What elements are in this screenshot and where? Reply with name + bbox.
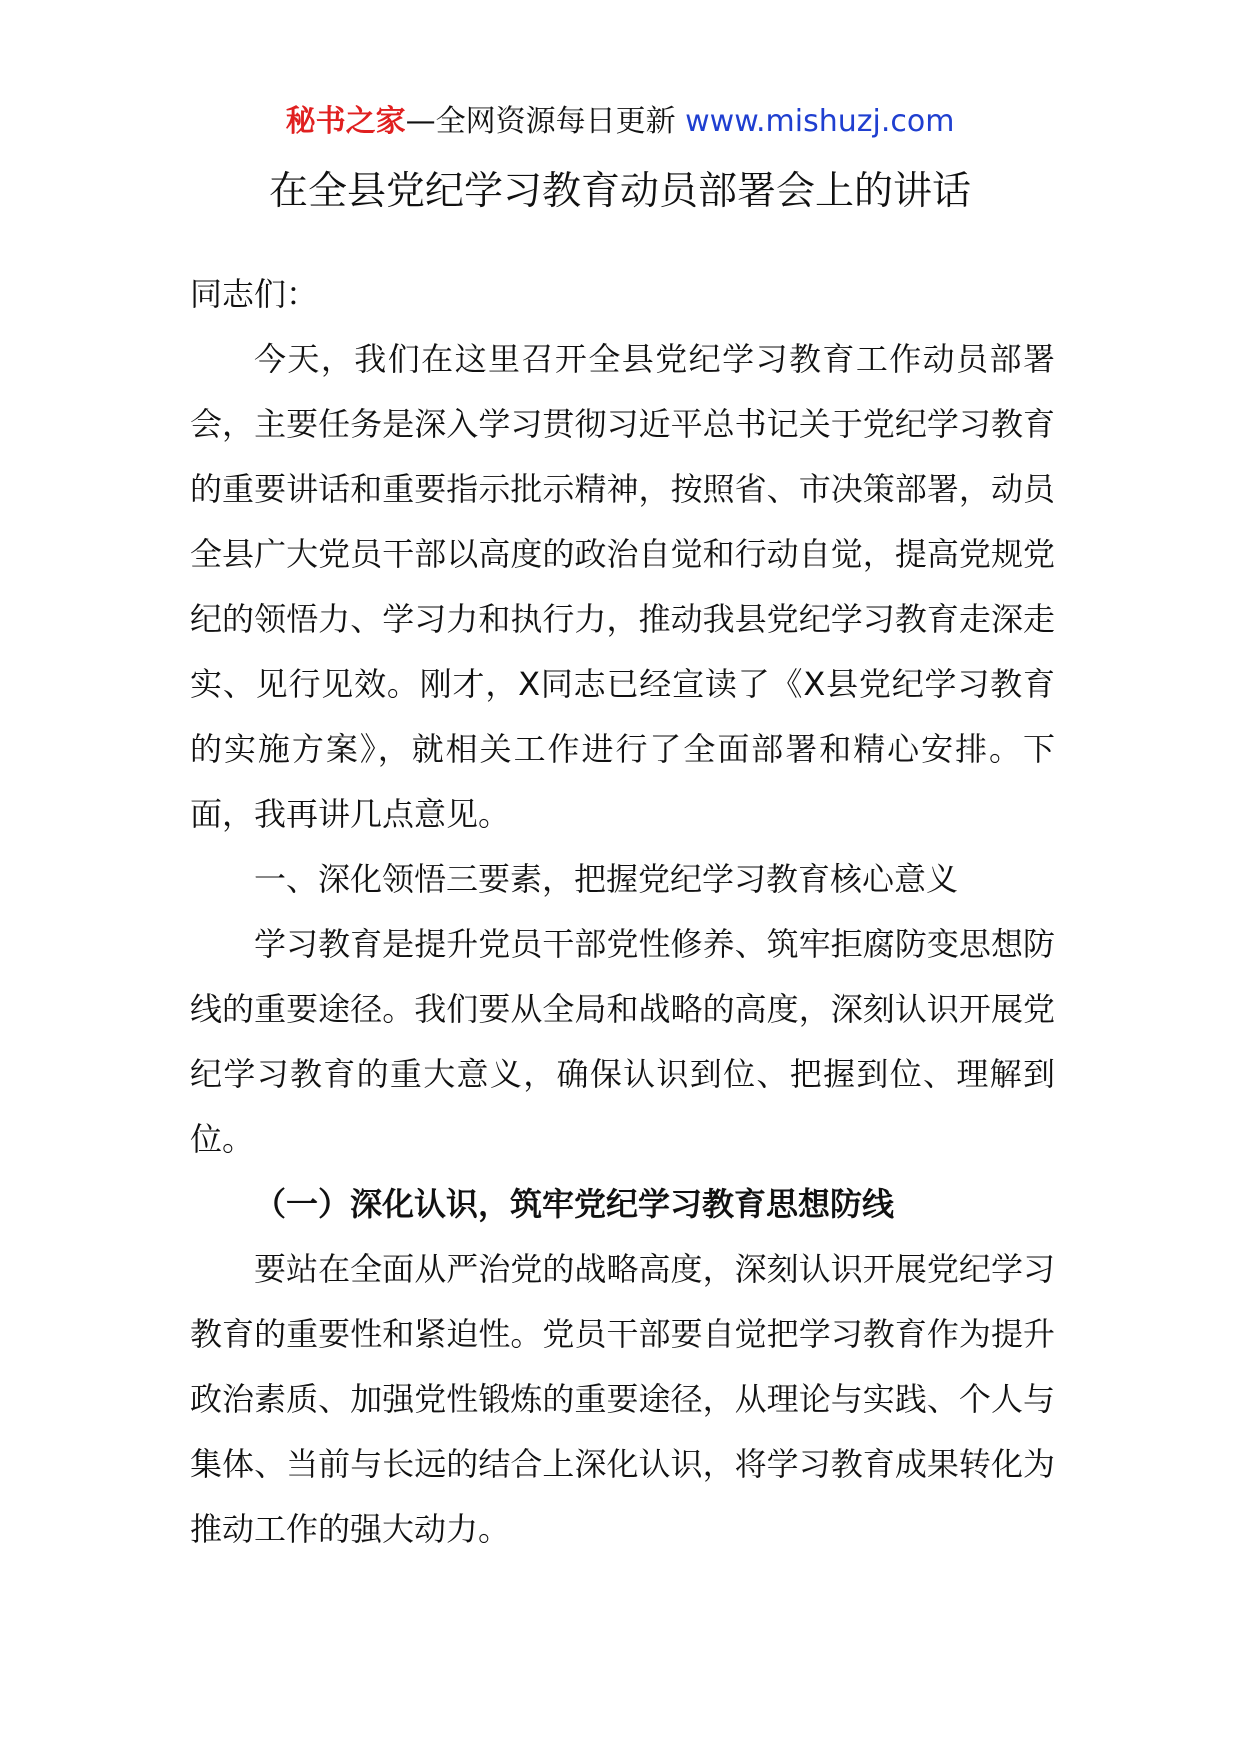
site-header [0, 100, 1240, 144]
site-brand: 秘书之家 [285, 104, 406, 139]
site-slogan: —全网资源每日更新 [405, 104, 676, 139]
paragraph-subsection-1: 要站在全面从严治党的战略高度，深刻认识开展党纪学习教育的重要性和紧迫性。党员干部要自觉把学习教育作为提升政治素质、加强党性锻炼的重要途径，从理论与实践、个人与集体、当前与长远的结合上深化认识，将学习教育成果转化为推动工作的强大动力。 [190, 1250, 1055, 1548]
site-url: www.mishuzj.com [685, 104, 955, 139]
paragraph-section-1: 学习教育是提升党员干部党性修养、筑牢拒腐防变思想防线的重要途径。我们要从全局和战略的高度，深刻认识开展党纪学习教育的重大意义，确保认识到位、把握到位、理解到位。 [190, 925, 1055, 1158]
salutation: 同志们： [190, 275, 319, 313]
paragraph-intro: 今天，我们在这里召开全县党纪学习教育工作动员部署会，主要任务是深入学习贯彻习近平总书记关于党纪学习教育的重要讲话和重要指示批示精神，按照省、市决策部署，动员全县广大党员干部以高度的政治自觉和行动自觉，提高党规党纪的领悟力、学习力和执行力，推动我县党纪学习教育走深走实、见行见效。刚才，X同志已经宣读了《X县党纪学习教育的实施方案》，就相关工作进行了全面部署和精心安排。下面，我再讲几点意见。 [190, 340, 1055, 833]
document-body [190, 262, 1055, 1562]
section-heading-1: 一、深化领悟三要素，把握党纪学习教育核心意义 [254, 860, 959, 898]
subsection-heading-1: （一）深化认识，筑牢党纪学习教育思想防线 [254, 1185, 895, 1223]
document-title: 在全县党纪学习教育动员部署会上的讲话 [268, 169, 971, 214]
